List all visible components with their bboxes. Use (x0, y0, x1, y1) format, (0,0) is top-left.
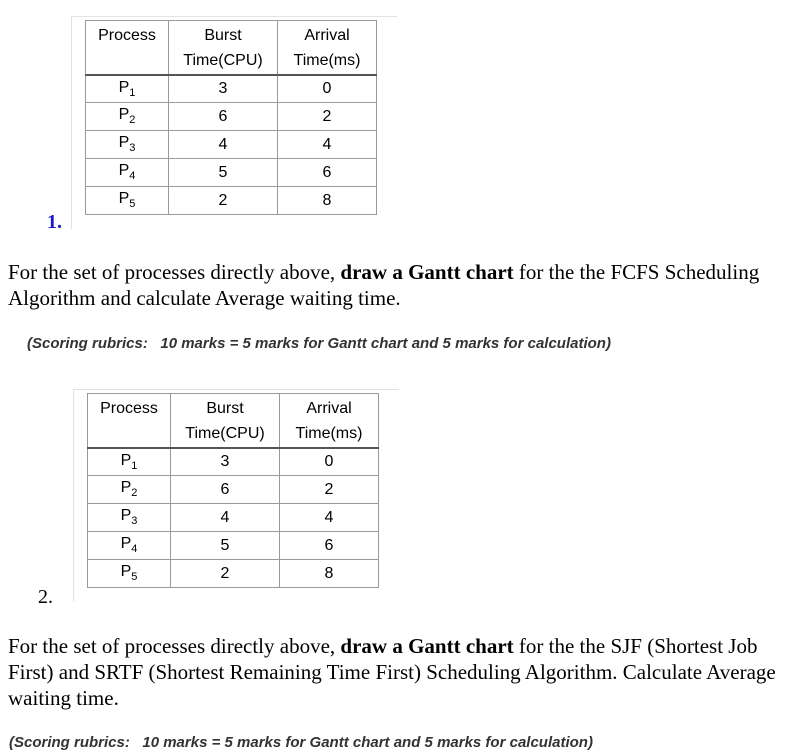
cell-arrival-time: 6 (278, 159, 377, 187)
cell-process: $P_2$ (88, 476, 171, 504)
table-body (86, 75, 377, 215)
scoring-rubric: (Scoring rubrics: 10 marks = 5 marks for Gantt chart and 5 marks for calculation) (9, 734, 593, 751)
cell-process: $P_3$ (86, 131, 169, 159)
header-arrival-time: Arrival Time(ms) (280, 394, 379, 448)
process-table (85, 20, 377, 215)
header-process: Process (86, 21, 169, 75)
cell-process: $P_2$ (86, 103, 169, 131)
cell-burst-time: 3 (171, 448, 280, 476)
cell-arrival-time: 6 (280, 532, 379, 560)
cell-arrival-time: 2 (280, 476, 379, 504)
cell-arrival-time: 4 (278, 131, 377, 159)
header-arrival-time: Arrival Time(ms) (278, 21, 377, 75)
cell-arrival-time: 8 (280, 560, 379, 588)
cell-process: $P_4$ (86, 159, 169, 187)
cell-burst-time: 6 (169, 103, 278, 131)
cell-arrival-time: 0 (278, 75, 377, 103)
cell-arrival-time: 8 (278, 187, 377, 215)
cell-process: $P_5$ (88, 560, 171, 588)
question-text: For the set of processes directly above, draw a Gantt chart for the the FCFS Scheduling Algorithm and calculate Average waiting time. (8, 260, 760, 310)
table-row (86, 159, 377, 187)
scoring-rubric: (Scoring rubrics: 10 marks = 5 marks for Gantt chart and 5 marks for calculation) (27, 335, 611, 352)
cell-burst-time: 4 (171, 504, 280, 532)
table-row (88, 560, 379, 588)
cell-process: $P_1$ (86, 75, 169, 103)
cell-burst-time: 2 (169, 187, 278, 215)
table-row (88, 504, 379, 532)
cell-process: $P_1$ (88, 448, 171, 476)
table-row (88, 448, 379, 476)
cell-burst-time: 3 (169, 75, 278, 103)
table-row (86, 131, 377, 159)
cell-process: $P_5$ (86, 187, 169, 215)
cell-burst-time: 6 (171, 476, 280, 504)
table-row (86, 103, 377, 131)
cell-process: $P_3$ (88, 504, 171, 532)
cell-burst-time: 5 (171, 532, 280, 560)
question-number: 1. (47, 211, 62, 233)
cell-process: $P_4$ (88, 532, 171, 560)
cell-arrival-time: 4 (280, 504, 379, 532)
cell-arrival-time: 0 (280, 448, 379, 476)
cell-burst-time: 5 (169, 159, 278, 187)
table-row (88, 476, 379, 504)
table-row (86, 75, 377, 103)
question-text: For the set of processes directly above, draw a Gantt chart for the the SJF (Shortest Job First) and SRTF (Shortest Remaining Time First) Scheduling Algorithm. Calculate Average waiting time. (8, 634, 776, 710)
table-body (88, 448, 379, 588)
cell-burst-time: 4 (169, 131, 278, 159)
question-number: 2. (38, 586, 53, 608)
cell-burst-time: 2 (171, 560, 280, 588)
table-row (86, 187, 377, 215)
process-table (87, 393, 379, 588)
header-burst-time: Burst Time(CPU) (169, 21, 278, 75)
table-row (88, 532, 379, 560)
header-process: Process (88, 394, 171, 448)
header-burst-time: Burst Time(CPU) (171, 394, 280, 448)
cell-arrival-time: 2 (278, 103, 377, 131)
